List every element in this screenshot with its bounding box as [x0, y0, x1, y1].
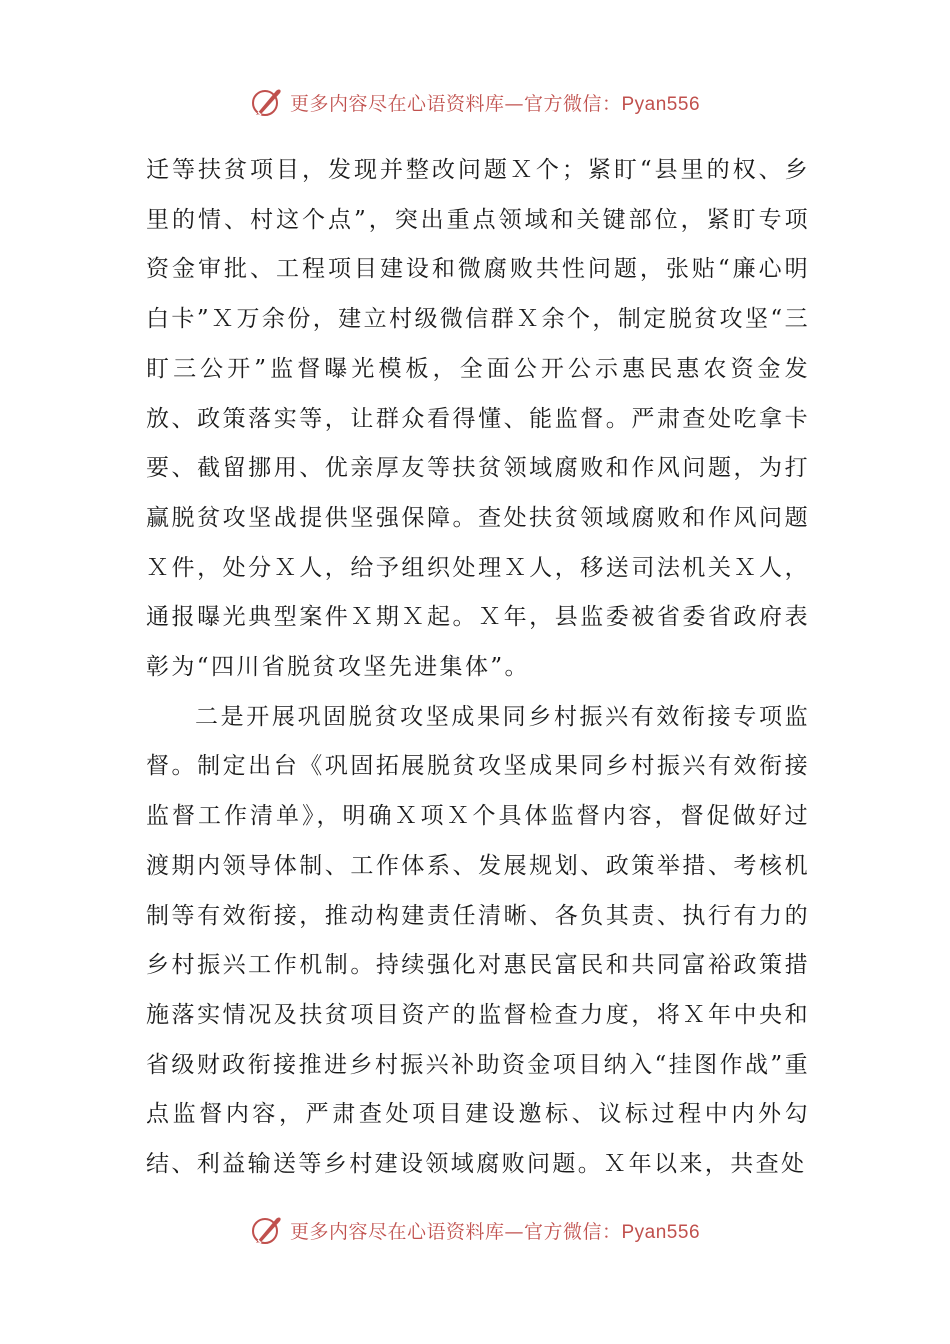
watermark-wechat-id: Pyan556 [621, 1221, 701, 1243]
quill-pen-logo-icon [250, 1213, 284, 1247]
quill-pen-logo-icon [250, 85, 284, 119]
body-paragraph: 二是开展巩固脱贫攻坚成果同乡村振兴有效衔接专项监督。制定出台《巩固拓展脱贫攻坚成果同乡村振兴有效衔接监督工作清单》，明确Ｘ项Ｘ个具体监督内容，督促做好过渡期内领导体制、工作体系、发展规划、政策举措、考核机制等有效衔接，推动构建责任清晰、各负其责、执行有力的乡村振兴工作机制。持续强化对惠民富民和共同富裕政策措施落实情况及扶贫项目资产的监督检查力度，将Ｘ年中央和省级财政衔接推进乡村振兴补助资金项目纳入“挂图作战”重点监督内容，严肃查处项目建设邀标、议标过程中内外勾结、利益输送等乡村建设领域腐败问题。Ｘ年以来，共查处 [146, 703, 810, 1178]
body-paragraph: 迁等扶贫项目，发现并整改问题Ｘ个；紧盯“县里的权、乡里的情、村这个点”，突出重点领域和关键部位，紧盯专项资金审批、工程项目建设和微腐败共性问题，张贴“廉心明白卡”Ｘ万余份，建立村级微信群Ｘ余个，制定脱贫攻坚“三盯三公开”监督曝光模板，全面公开公示惠民惠农资金发放、政策落实等，让群众看得懂、能监督。严肃查处吃拿卡要、截留挪用、优亲厚友等扶贫领域腐败和作风问题，为打赢脱贫攻坚战提供坚强保障。查处扶贫领域腐败和作风问题Ｘ件，处分Ｘ人，给予组织处理Ｘ人，移送司法机关Ｘ人，通报曝光典型案件Ｘ期Ｘ起。Ｘ年，县监委被省委省政府表彰为“四川省脱贫攻坚先进集体”。 [146, 157, 810, 681]
watermark-text [290, 1217, 700, 1244]
footer-watermark [0, 1210, 950, 1250]
document-body [146, 146, 810, 1190]
header-watermark [0, 82, 950, 122]
watermark-label: 更多内容尽在心语资料库—官方微信： [289, 92, 622, 115]
watermark-text [290, 89, 700, 116]
watermark-wechat-id: Pyan556 [621, 93, 701, 115]
watermark-label: 更多内容尽在心语资料库—官方微信： [289, 1220, 622, 1243]
